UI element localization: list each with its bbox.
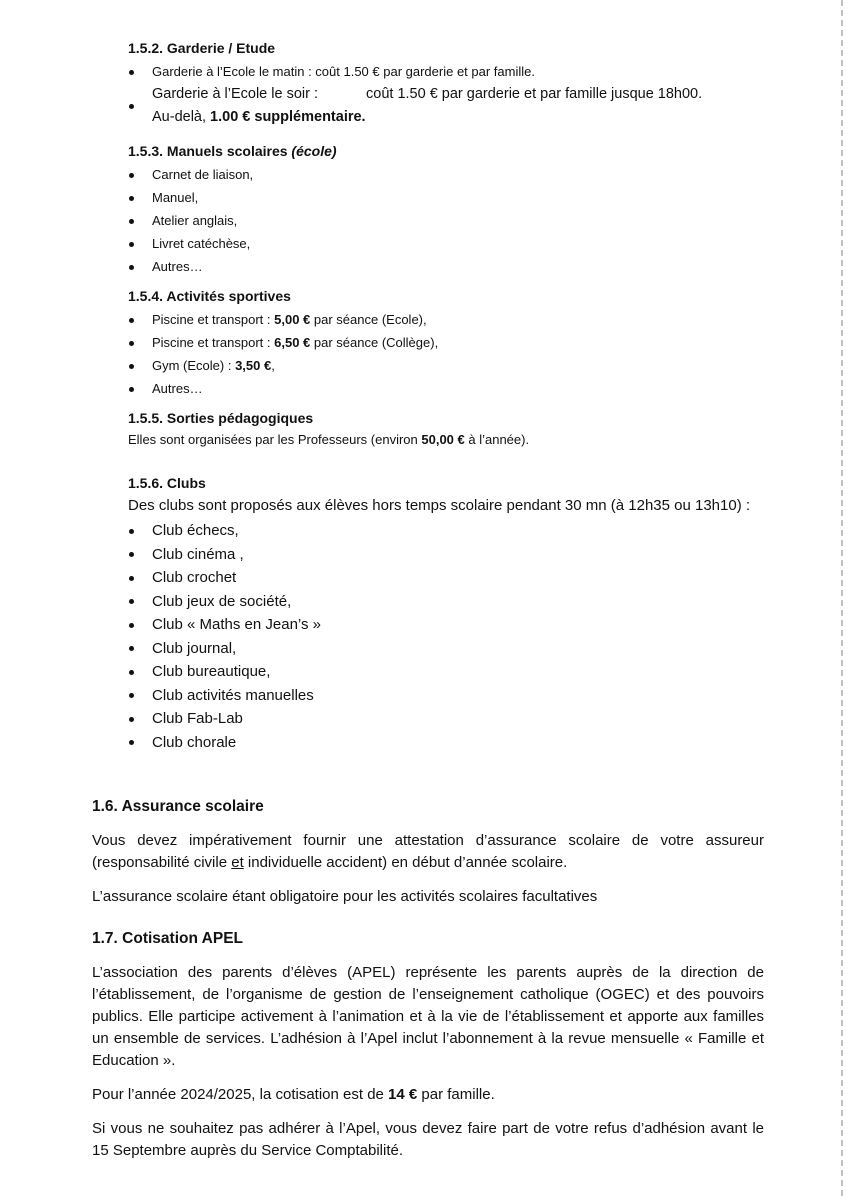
section-apel bbox=[92, 930, 764, 1162]
list-item: Club chorale bbox=[124, 731, 764, 755]
apel-cotisation: Pour l’année 2024/2025, la cotisation est de 14 € par famille. bbox=[92, 1086, 495, 1103]
section-heading: 1.5.4. Activités sportives bbox=[128, 288, 291, 304]
section-heading: 1.5.5. Sorties pédagogiques bbox=[128, 410, 314, 426]
list-item: Club cinéma , bbox=[124, 543, 764, 567]
list-item: Club bureautique, bbox=[124, 660, 764, 684]
list-item: Atelier anglais, bbox=[124, 209, 764, 232]
clubs-list bbox=[124, 519, 764, 754]
list-item: Club échecs, bbox=[124, 519, 764, 543]
manuels-list bbox=[124, 163, 764, 278]
section-sport bbox=[124, 288, 764, 400]
sorties-text: Elles sont organisées par les Professeurs (environ 50,00 € à l’année). bbox=[128, 432, 530, 447]
list-item: Club jeux de société, bbox=[124, 590, 764, 614]
assurance-paragraph: Vous devez impérativement fournir une attestation d’assurance scolaire de votre assureur (responsabilité civile et individuelle accident) en début d’année scolaire. bbox=[92, 832, 764, 871]
section-garderie bbox=[124, 40, 764, 129]
list-item: Piscine et transport : 6,50 € par séance (Collège), bbox=[124, 331, 764, 354]
apel-paragraph: L’association des parents d’élèves (APEL) représente les parents auprès de la direction de l’établissement, de l’organisme de gestion de l’enseignement catholique (OGEC) et des pouvoirs publics. Elle participe activement à l’animation et à la vie de l’établissement et apporte aux familles un ensemble de services. L’adhésion à l’Apel inclut l’abonnement à la revue mensuelle « Famille et Education ». bbox=[92, 964, 764, 1069]
section-heading: 1.7. Cotisation APEL bbox=[92, 930, 244, 947]
item-amount: 1.00 € supplémentaire. bbox=[210, 109, 366, 125]
section-clubs bbox=[124, 475, 764, 754]
list-item: Piscine et transport : 5,00 € par séance (Ecole), bbox=[124, 308, 764, 331]
item-cost: coût 1.50 € par garderie et par famille jusque 18h00. bbox=[366, 86, 703, 102]
section-heading: 1.5.2. Garderie / Etude bbox=[128, 40, 276, 56]
section-heading: 1.5.6. Clubs bbox=[128, 475, 206, 491]
list-item: Gym (Ecole) : 3,50 €, bbox=[124, 354, 764, 377]
clubs-intro: Des clubs sont proposés aux élèves hors temps scolaire pendant 30 mn (à 12h35 ou 13h10) : bbox=[128, 497, 751, 514]
section-assurance bbox=[92, 798, 764, 908]
list-item: Club « Maths en Jean’s » bbox=[124, 613, 764, 637]
list-item: Club journal, bbox=[124, 637, 764, 661]
document-body bbox=[124, 40, 764, 764]
list-item: Garderie à l’Ecole le matin : coût 1.50 € par garderie et par famille. bbox=[124, 60, 764, 83]
list-item bbox=[124, 83, 764, 129]
assurance-note: L’assurance scolaire étant obligatoire pour les activités scolaires facultatives bbox=[92, 888, 598, 905]
list-item: Club crochet bbox=[124, 566, 764, 590]
list-item: Autres… bbox=[124, 377, 764, 400]
list-item: Manuel, bbox=[124, 186, 764, 209]
list-item: Livret catéchèse, bbox=[124, 232, 764, 255]
list-item: Club activités manuelles bbox=[124, 684, 764, 708]
sport-list bbox=[124, 308, 764, 400]
apel-refus: Si vous ne souhaitez pas adhérer à l’Apel, vous devez faire part de votre refus d’adhésion avant le 15 Septembre auprès du Service Comptabilité. bbox=[92, 1120, 764, 1159]
section-heading: 1.6. Assurance scolaire bbox=[92, 798, 264, 815]
garderie-list bbox=[124, 60, 764, 129]
list-item: Autres… bbox=[124, 255, 764, 278]
section-sorties bbox=[124, 410, 764, 449]
section-manuels bbox=[124, 143, 764, 278]
item-label: Garderie à l’Ecole le soir : bbox=[152, 86, 319, 102]
list-item: Carnet de liaison, bbox=[124, 163, 764, 186]
section-heading: 1.5.3. Manuels scolaires (école) bbox=[128, 143, 337, 159]
heading-italic: (école) bbox=[291, 143, 337, 159]
document-body-lower bbox=[92, 798, 764, 1174]
list-item: Club Fab-Lab bbox=[124, 707, 764, 731]
item-text: Au-delà, bbox=[152, 109, 211, 125]
scan-edge-line bbox=[841, 0, 843, 1200]
